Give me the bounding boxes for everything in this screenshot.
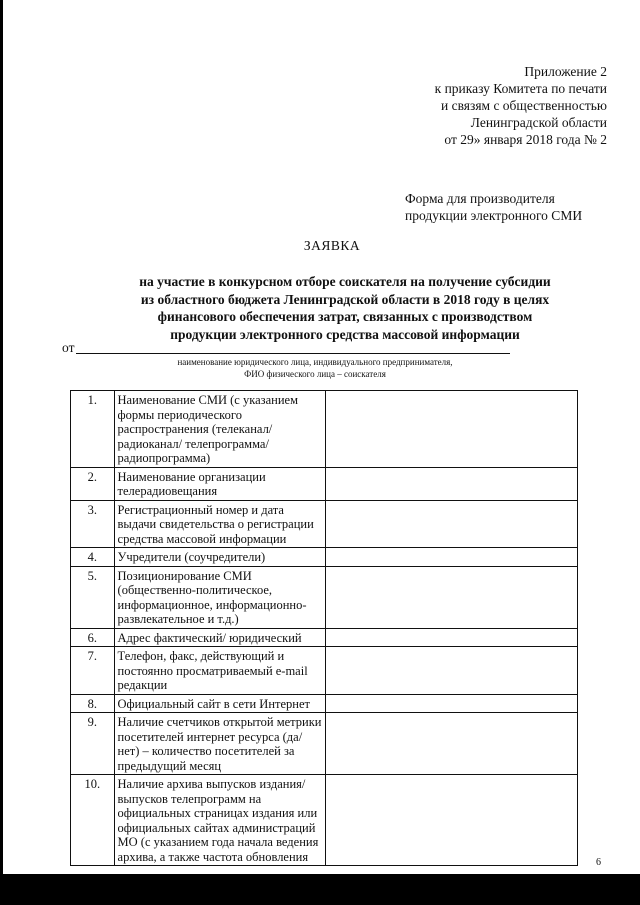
row-field-name: Наличие архива выпусков издания/ выпусков телепрограмм на официальных страницах издания или официальных сайтах администраций МО (с указанием года начала ведения архива, а также частота обновления — [114, 775, 326, 866]
row-value-cell[interactable] — [326, 391, 578, 468]
table-row — [71, 548, 578, 567]
row-field-name: Позиционирование СМИ (общественно-политическое, информационное, информационно-развлекательное и т.д.) — [114, 566, 326, 628]
scan-left-edge — [0, 0, 3, 905]
table-row — [71, 391, 578, 468]
subtitle-line: на участие в конкурсном отборе соискателя на получение субсидии — [139, 274, 551, 289]
row-value-cell[interactable] — [326, 548, 578, 567]
table-row — [71, 775, 578, 866]
form-note-line: продукции электронного СМИ — [405, 208, 583, 223]
form-note-line: Форма для производителя — [405, 191, 555, 206]
form-note — [405, 190, 605, 224]
table-row — [71, 566, 578, 628]
row-number: 3. — [71, 500, 115, 548]
row-field-name: Наименование СМИ (с указанием формы периодического распространения (телеканал/ радиоканал/ телепрограмма/ радиопрограмма) — [114, 391, 326, 468]
subtitle-line: продукции электронного средства массовой информации — [170, 326, 520, 342]
row-value-cell[interactable] — [326, 566, 578, 628]
subtitle-line: финансового обеспечения затрат, связанных с производством — [157, 309, 533, 324]
from-caption — [150, 356, 480, 380]
appendix-line: и связям с общественностью — [440, 98, 607, 113]
row-value-cell[interactable] — [326, 694, 578, 713]
row-number: 1. — [71, 391, 115, 468]
row-number: 9. — [71, 713, 115, 775]
document-subtitle — [100, 273, 590, 343]
row-field-name: Наличие счетчиков открытой метрики посетителей интернет ресурса (да/нет) – количество посетителей за предыдущий месяц — [114, 713, 326, 775]
row-value-cell[interactable] — [326, 775, 578, 866]
row-number: 5. — [71, 566, 115, 628]
row-field-name: Официальный сайт в сети Интернет — [114, 694, 326, 713]
row-value-cell[interactable] — [326, 647, 578, 695]
row-value-cell[interactable] — [326, 500, 578, 548]
from-fill-line[interactable] — [76, 353, 510, 354]
table-row — [71, 467, 578, 500]
row-field-name: Телефон, факс, действующий и постоянно просматриваемый e-mail редакции — [114, 647, 326, 695]
row-number: 4. — [71, 548, 115, 567]
table-row — [71, 647, 578, 695]
appendix-line: Приложение 2 — [524, 64, 607, 79]
document-title: ЗАЯВКА — [303, 238, 361, 253]
page-number: 6 — [596, 857, 601, 868]
appendix-line: Ленинградской области — [470, 115, 607, 130]
row-field-name: Учредители (соучредители) — [114, 548, 326, 567]
table-row — [71, 713, 578, 775]
appendix-line: от 29» января 2018 года № 2 — [444, 132, 607, 147]
row-value-cell[interactable] — [326, 713, 578, 775]
appendix-line: к приказу Комитета по печати — [434, 81, 607, 96]
row-field-name: Регистрационный номер и дата выдачи свидетельства о регистрации средства массовой информации — [114, 500, 326, 548]
row-number: 6. — [71, 628, 115, 647]
application-table — [70, 390, 578, 866]
row-value-cell[interactable] — [326, 628, 578, 647]
scan-bottom-edge — [0, 874, 640, 905]
row-number: 10. — [71, 775, 115, 866]
row-number: 2. — [71, 467, 115, 500]
row-field-name: Адрес фактический/ юридический — [114, 628, 326, 647]
from-label: от — [62, 340, 75, 355]
subtitle-line: из областного бюджета Ленинградской области в 2018 году в целях — [140, 291, 550, 307]
from-caption-line: наименование юридического лица, индивидуального предпринимателя, — [177, 357, 453, 367]
table-row — [71, 500, 578, 548]
from-caption-line: ФИО физического лица – соискателя — [244, 369, 386, 379]
row-value-cell[interactable] — [326, 467, 578, 500]
row-field-name: Наименование организации телерадиовещания — [114, 467, 326, 500]
appendix-block — [380, 63, 607, 148]
row-number: 7. — [71, 647, 115, 695]
table-row — [71, 694, 578, 713]
row-number: 8. — [71, 694, 115, 713]
table-row — [71, 628, 578, 647]
